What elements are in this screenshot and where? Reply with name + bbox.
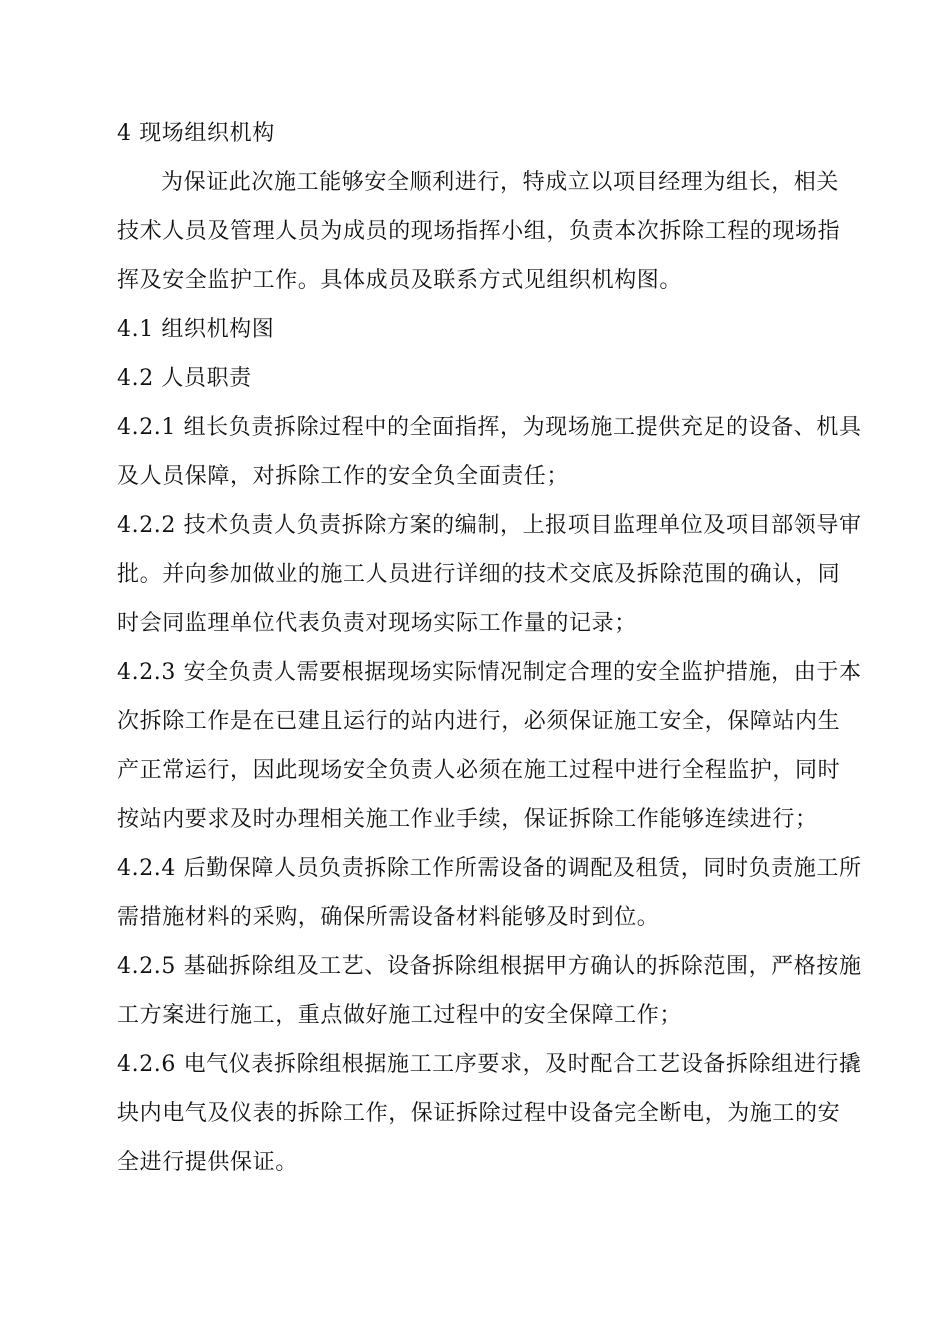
item-4-2-6-line: 4.2.6 电气仪表拆除组根据施工工序要求，及时配合工艺设备拆除组进行撬 (117, 1052, 862, 1077)
subsection-title-4-1: 4.1 组织机构图 (117, 317, 275, 342)
item-4-2-6-line: 全进行提供保证。 (117, 1150, 298, 1175)
subsection-title-4-2: 4.2 人员职责 (117, 366, 252, 391)
item-4-2-5-line: 工方案进行施工，重点做好施工过程中的安全保障工作； (117, 1003, 683, 1028)
item-4-2-2-line: 批。并向参加做业的施工人员进行详细的技术交底及拆除范围的确认，同 (117, 562, 841, 587)
intro-line: 技术人员及管理人员为成员的现场指挥小组，负责本次拆除工程的现场指 (117, 219, 841, 244)
item-4-2-6-line: 块内电气及仪表的拆除工作，保证拆除过程中设备完全断电，为施工的安 (117, 1101, 841, 1126)
item-4-2-4-line: 4.2.4 后勤保障人员负责拆除工作所需设备的调配及租赁，同时负责施工所 (117, 856, 862, 881)
item-4-2-4-line: 需措施材料的采购，确保所需设备材料能够及时到位。 (117, 905, 660, 930)
item-4-2-3-line: 按站内要求及时办理相关施工作业手续，保证拆除工作能够连续进行； (117, 807, 818, 832)
intro-line: 挥及安全监护工作。具体成员及联系方式见组织机构图。 (117, 268, 683, 293)
item-4-2-3-line: 产正常运行，因此现场安全负责人必须在施工过程中进行全程监护，同时 (117, 758, 841, 783)
item-4-2-2-line: 时会同监理单位代表负责对现场实际工作量的记录； (117, 611, 637, 636)
item-4-2-2-line: 4.2.2 技术负责人负责拆除方案的编制，上报项目监理单位及项目部领导审 (117, 513, 862, 538)
item-4-2-1-line: 及人员保障，对拆除工作的安全负全面责任； (117, 464, 570, 489)
item-4-2-3-line: 次拆除工作是在已建且运行的站内进行，必须保证施工安全，保障站内生 (117, 709, 841, 734)
item-4-2-3-line: 4.2.3 安全负责人需要根据现场实际情况制定合理的安全监护措施，由于本 (117, 660, 862, 685)
item-4-2-5-line: 4.2.5 基础拆除组及工艺、设备拆除组根据甲方确认的拆除范围，严格按施 (117, 954, 862, 979)
intro-line: 为保证此次施工能够安全顺利进行，特成立以项目经理为组长，相关 (161, 170, 840, 195)
document-body (117, 109, 862, 1187)
section-title: 4 现场组织机构 (117, 121, 275, 146)
item-4-2-1-line: 4.2.1 组长负责拆除过程中的全面指挥，为现场施工提供充足的设备、机具 (117, 415, 862, 440)
